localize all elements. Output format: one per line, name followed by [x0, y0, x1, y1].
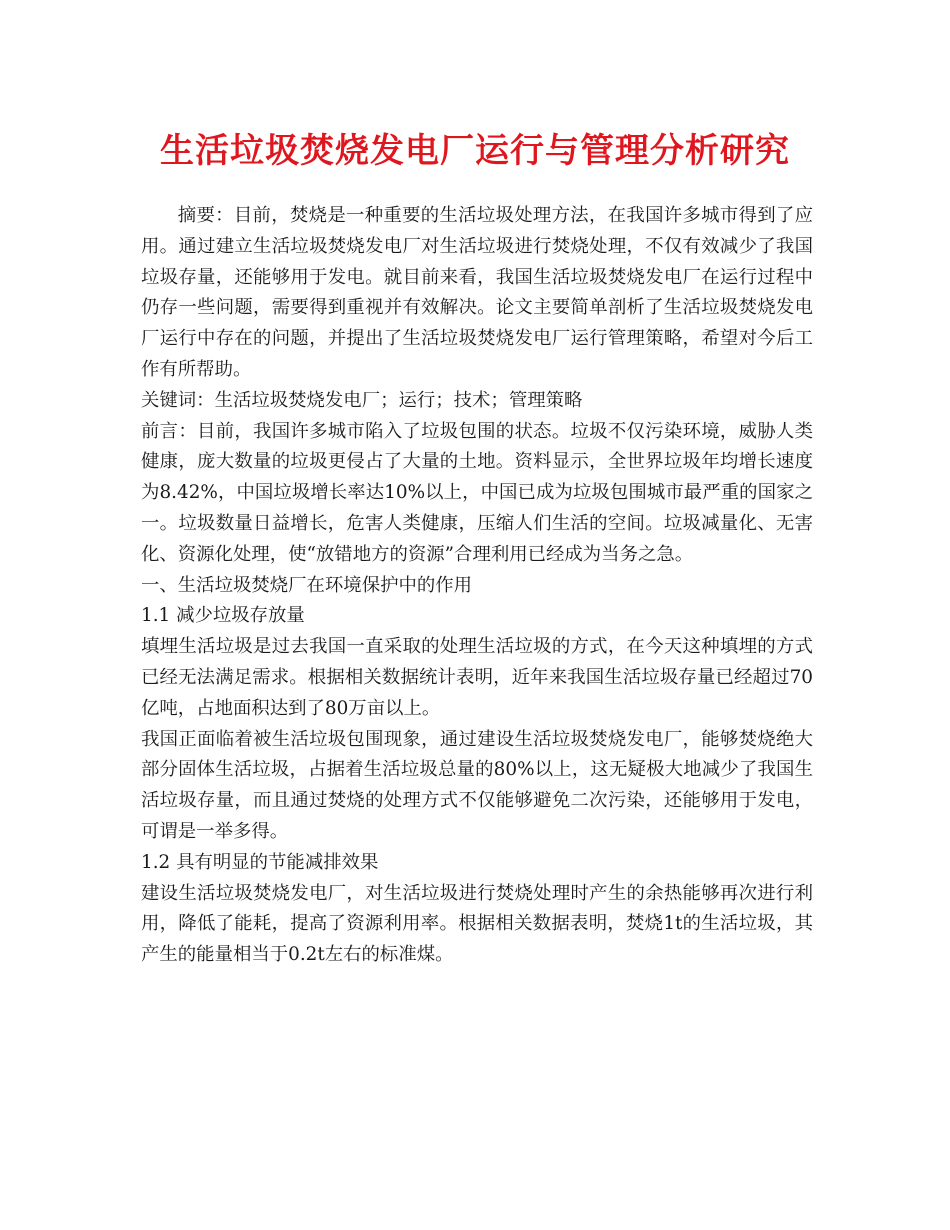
- body-paragraph: 我国正面临着被生活垃圾包围现象，通过建设生活垃圾焚烧发电厂，能够焚烧绝大部分固体生活垃圾，占据着生活垃圾总量的80%以上，这无疑极大地减少了我国生活垃圾存量，而且通过焚烧的处理方式不仅能够避免二次污染，还能够用于发电，可谓是一举多得。: [141, 728, 813, 842]
- body-paragraph: 填埋生活垃圾是过去我国一直采取的处理生活垃圾的方式，在今天这种填埋的方式已经无法满足需求。根据相关数据统计表明，近年来我国生活垃圾存量已经超过70亿吨，占地面积达到了80万亩以上。: [141, 636, 813, 719]
- abstract-paragraph: 摘要：目前，焚烧是一种重要的生活垃圾处理方法，在我国许多城市得到了应用。通过建立生活垃圾焚烧发电厂对生活垃圾进行焚烧处理，不仅有效减少了我国垃圾存量，还能够用于发电。就目前来看，我国生活垃圾焚烧发电厂在运行过程中仍存一些问题，需要得到重视并有效解决。论文主要简单剖析了生活垃圾焚烧发电厂运行中存在的问题，并提出了生活垃圾焚烧发电厂运行管理策略，希望对今后工作有所帮助。: [141, 205, 813, 380]
- subsection-heading-1-2: 1.2 具有明显的节能减排效果: [141, 851, 379, 873]
- document-title: 生活垃圾焚烧发电厂运行与管理分析研究: [160, 131, 790, 171]
- document-body: [141, 201, 813, 971]
- subsection-heading-1-1: 1.1 减少垃圾存放量: [141, 605, 305, 627]
- keywords-line: 关键词：生活垃圾焚烧发电厂；运行；技术；管理策略: [141, 389, 583, 411]
- section-heading-1: 一、生活垃圾焚烧厂在环境保护中的作用: [141, 574, 473, 596]
- body-paragraph: 建设生活垃圾焚烧发电厂，对生活垃圾进行焚烧处理时产生的余热能够再次进行利用，降低了能耗，提高了资源利用率。根据相关数据表明，焚烧1t的生活垃圾，其产生的能量相当于0.2t左右的标准煤。: [141, 882, 813, 966]
- preface-paragraph: 前言：目前，我国许多城市陷入了垃圾包围的状态。垃圾不仅污染环境，威胁人类健康，庞大数量的垃圾更侵占了大量的土地。资料显示，全世界垃圾年均增长速度为8.42%，中国垃圾增长率达10%以上，中国已成为垃圾包围城市最严重的国家之一。垃圾数量日益增长，危害人类健康，压缩人们生活的空间。垃圾减量化、无害化、资源化处理，使“放错地方的资源”合理利用已经成为当务之急。: [141, 420, 813, 565]
